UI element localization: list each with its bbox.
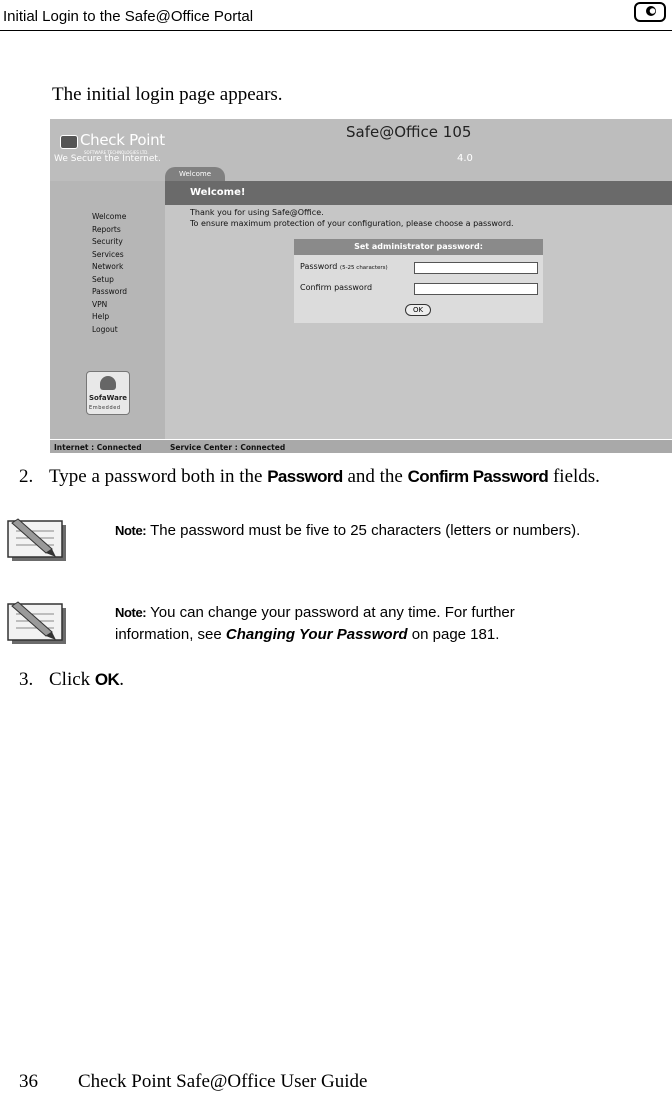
panel-title: Set administrator password: (294, 239, 543, 255)
cross-reference-link[interactable]: Changing Your Password (225, 626, 408, 643)
ok-button[interactable]: OK (405, 304, 431, 316)
welcome-message-line2: To ensure maximum protection of your configuration, please choose a password. (190, 219, 514, 228)
step-text: Click (49, 669, 91, 690)
logo-text: Check Point (80, 131, 165, 149)
checkpoint-logo-icon (60, 135, 78, 149)
status-internet: Internet : Connected (54, 443, 142, 452)
badge-text: SofaWare (89, 394, 128, 402)
note-label: Note: (115, 605, 147, 620)
note-2-text (115, 602, 665, 646)
note-body: You can change your password at any time. For further (150, 604, 515, 621)
sofaware-logo-icon (100, 376, 116, 390)
nav-item-security[interactable]: Security (92, 237, 123, 246)
footer-title: Check Point Safe@Office User Guide (78, 1071, 368, 1092)
note-2-line2 (115, 624, 665, 646)
step-text: . (119, 669, 124, 690)
status-service-center: Service Center : Connected (170, 443, 286, 452)
note-body: on page 181. (411, 626, 500, 643)
page-number: 36 (19, 1071, 38, 1092)
header-title: Initial Login to the Safe@Office Portal (3, 8, 254, 25)
ok-button-reference: OK (94, 670, 120, 689)
field-confirm-password: Confirm Password (407, 467, 549, 486)
confirm-password-input[interactable] (414, 283, 538, 295)
nav-item-setup[interactable]: Setup (92, 274, 114, 284)
portal-nav (92, 211, 127, 336)
password-label (300, 262, 388, 271)
welcome-message-line1: Thank you for using Safe@Office. (190, 208, 324, 217)
nav-item-welcome[interactable]: Welcome (92, 212, 127, 221)
confirm-password-label: Confirm password (300, 283, 373, 292)
welcome-title: Welcome! (190, 187, 246, 198)
step-number: 3. (19, 669, 34, 690)
step-text: fields. (552, 466, 600, 487)
disc-icon (634, 2, 666, 22)
field-password: Password (267, 467, 343, 486)
step-number: 2. (19, 466, 34, 487)
intro-text: The initial login page appears. (52, 84, 283, 105)
nav-item-vpn[interactable]: VPN (92, 299, 108, 309)
product-name: Safe@Office 105 (346, 123, 472, 141)
logo-subtext: SOFTWARE TECHNOLOGIES LTD. (84, 150, 149, 155)
note-2 (4, 598, 68, 653)
note-body: information, see (115, 626, 222, 643)
nav-item-services[interactable]: Services (92, 249, 124, 259)
note-1-text (115, 520, 665, 542)
tagline: We Secure the Internet. (54, 154, 161, 164)
nav-item-network[interactable]: Network (92, 262, 124, 271)
step-text: Type a password both in the (49, 466, 263, 487)
nav-item-help[interactable]: Help (92, 312, 110, 321)
note-body: The password must be five to 25 characters (letters or numbers). (150, 522, 581, 539)
nav-item-logout[interactable]: Logout (92, 324, 118, 334)
step-text: and the (347, 466, 403, 487)
login-screenshot (50, 119, 672, 453)
note-1 (4, 515, 68, 570)
note-pencil-icon (4, 598, 68, 648)
password-input[interactable] (414, 262, 538, 274)
password-label-text: Password (300, 262, 338, 271)
note-pencil-icon (4, 515, 68, 565)
step-3 (19, 669, 419, 691)
password-hint: (5-25 characters) (339, 265, 388, 271)
nav-item-reports[interactable]: Reports (92, 224, 121, 234)
badge-subtext: Embedded (89, 405, 121, 411)
product-version: 4.0 (457, 153, 473, 164)
note-label: Note: (115, 523, 147, 538)
sofaware-badge (86, 371, 130, 415)
note-2-line1 (115, 602, 665, 624)
running-header (0, 0, 672, 31)
step-2 (19, 466, 659, 488)
status-bar (50, 439, 672, 453)
nav-item-password[interactable]: Password (92, 287, 128, 296)
tab-welcome[interactable]: Welcome (165, 167, 225, 181)
